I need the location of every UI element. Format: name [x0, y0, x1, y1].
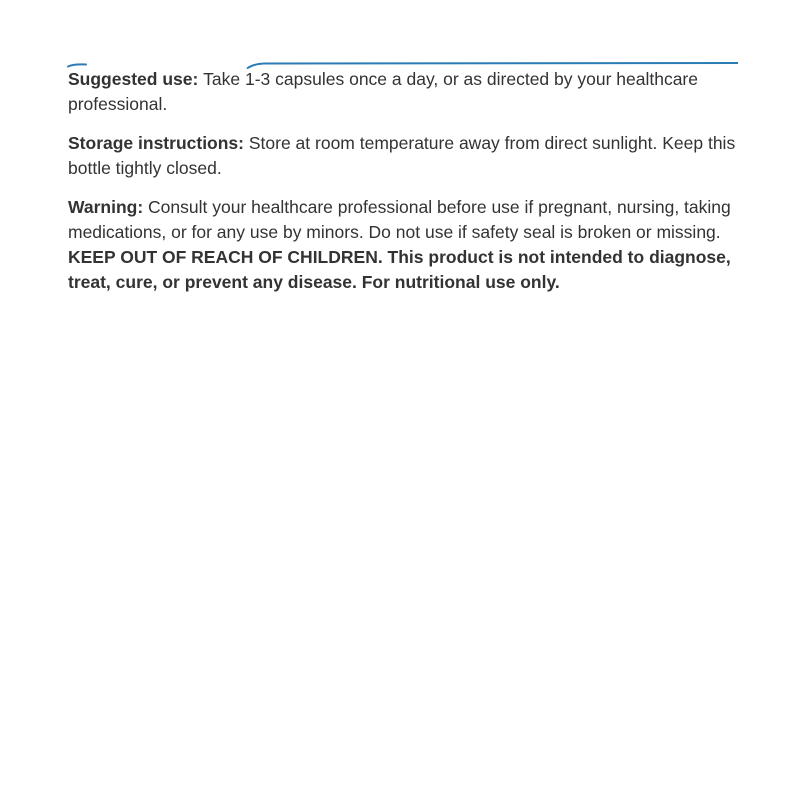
warning-label: Warning: [68, 197, 149, 217]
paragraph-warning [68, 195, 738, 295]
description-text-block [68, 67, 738, 309]
suggested-use-label: Suggested use: [68, 69, 204, 89]
paragraph-storage-instructions [68, 131, 738, 181]
storage-instructions-text: Store at room temperature away from direct sunlight. Keep this bottle tightly closed. [68, 133, 736, 178]
warning-text: Consult your healthcare professional before use if pregnant, nursing, taking medications, or for any use by minors. Do not use if safety seal is broken or missing. [68, 197, 731, 242]
warning-bold-text: KEEP OUT OF REACH OF CHILDREN. This product is not intended to diagnose, treat, cure, or prevent any disease. For nutritional use only. [68, 247, 731, 292]
suggested-use-text: Take 1-3 capsules once a day, or as directed by your healthcare professional. [68, 69, 698, 114]
paragraph-suggested-use [68, 67, 738, 117]
storage-instructions-label: Storage instructions: [68, 133, 249, 153]
